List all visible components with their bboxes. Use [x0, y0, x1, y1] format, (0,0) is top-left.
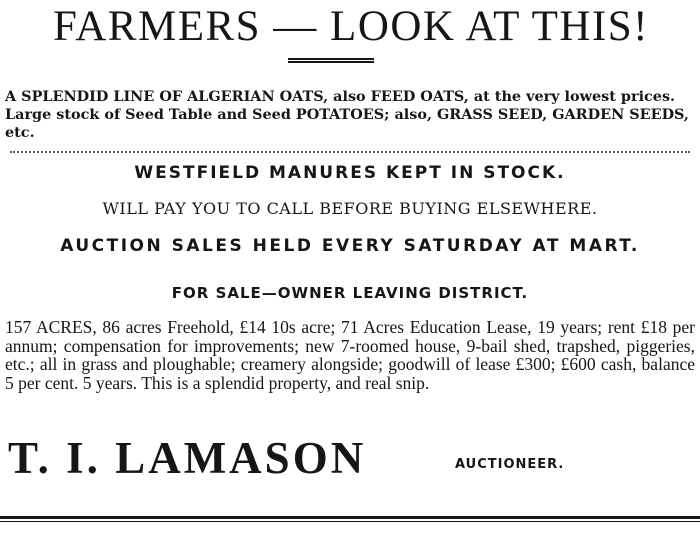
- for-sale-heading: FOR SALE—OWNER LEAVING DISTRICT.: [171, 284, 529, 302]
- auction-sales-line: AUCTION SALES HELD EVERY SATURDAY AT MART.: [60, 236, 640, 256]
- property-paragraph: 157 ACRES, 86 acres Freehold, £14 10s acre; 71 Acres Education Lease, 19 years; rent £18 per annum; compensation for improvements; new 7-roomed house, 9-bail shed, trapshed, piggeries, etc.; all in grass and ploughable; creamery alongside; goodwill of lease £300; £600 cash, balance 5 per cent. 5 years. This is a splendid property, and real snip.: [5, 317, 695, 393]
- oats-paragraph: A SPLENDID LINE OF ALGERIAN OATS, also FEED OATS, at the very lowest prices. Large stock of Seed Table and Seed POTATOES; also, GRASS SEED, GARDEN SEEDS, etc.: [5, 88, 689, 141]
- manures-line: WESTFIELD MANURES KEPT IN STOCK.: [134, 163, 566, 183]
- headline: FARMERS — LOOK AT THIS!: [53, 3, 649, 50]
- call-line: WILL PAY YOU TO CALL BEFORE BUYING ELSEWHERE.: [102, 199, 598, 218]
- advertiser-name: T. I. LAMASON: [8, 433, 367, 483]
- advertiser-title: AUCTIONEER.: [455, 457, 565, 472]
- headline-rule: [288, 58, 374, 63]
- dotted-divider: [10, 151, 690, 153]
- bottom-rule: [0, 516, 700, 522]
